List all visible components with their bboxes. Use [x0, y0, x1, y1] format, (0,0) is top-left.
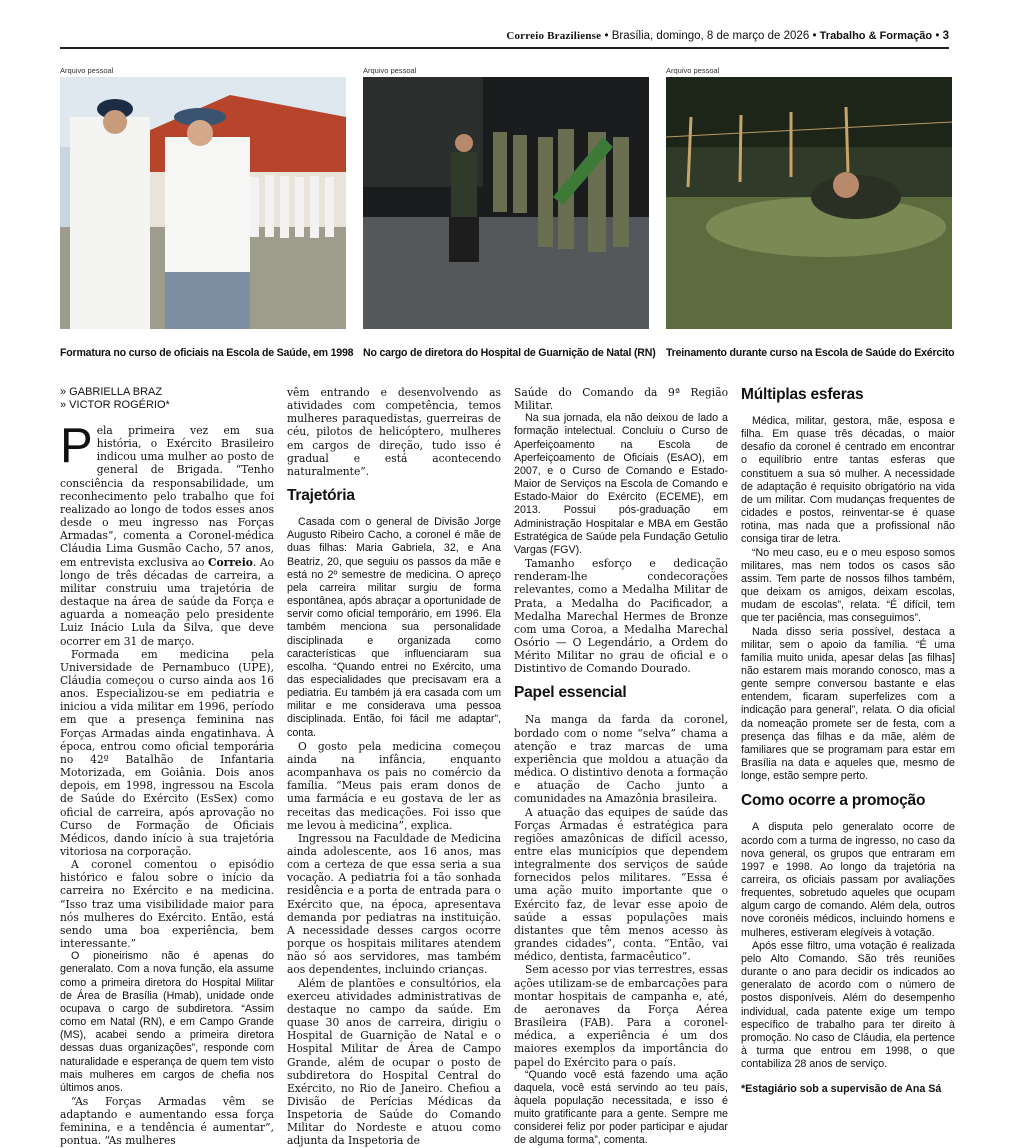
section-name: Trabalho & Formação [819, 30, 933, 42]
training-image [666, 77, 952, 329]
subheading-promocao: Como ocorre a promoção [741, 792, 926, 810]
graduation-image [60, 77, 346, 329]
header-rule [60, 47, 949, 49]
photo-credit: Arquivo pessoal [666, 66, 720, 75]
photo-natal [363, 66, 649, 329]
newspaper-brand: Correio Braziliense [506, 30, 602, 42]
paragraph: Na manga da farda da coronel, bordado com o nome “selva” chama a atenção e traz marcas de uma experiência que moldou a atuação da médica. O distintivo denota a formação e atuação de Cacho junto a comunidades na Amazônia brasileira. [514, 713, 728, 806]
article-column-1 [60, 386, 274, 1148]
paragraph: A coronel comentou o episódio histórico e falou sobre o início da carreira no Exército e na medicina. “Isso traz uma visibilidade maior para nós mulheres do Exército. Então, está sendo uma boa experiência, bem interessante.” [60, 858, 274, 951]
paragraph: “As Forças Armadas vêm se adaptando e aumentando essa força feminina, e a tendência é aumentar”, pontua. “As mulheres [60, 1094, 274, 1148]
paragraph: A disputa pelo generalato ocorre de acordo com a turma de ingresso, no caso da nova general, os grupos que entraram em 1997 e 1998. Ao longo da trajetória na carreira, os oficiais passam por avaliações frequentes, sobretudo aqueles que ocupam algum cargo de comando. Além dela, outros nove coronéis médicos, incluindo homens e mulheres, estiveram elegíveis à votação. [741, 821, 955, 939]
paragraph: A atuação das equipes de saúde das Forças Armadas é estratégica para regiões amazônicas de difícil acesso, entre elas municípios que dependem integralmente dos serviços de saúde fornecidos pelos militares. “Essa é uma ação muito importante que o Exército faz, de levar esse apoio de saúde a essas populações mais distantes que têm menos acesso às grandes cidades”, conta. “Então, vai médico, dentista, farmacêutico”. [514, 805, 728, 964]
paragraph: Além de plantões e consultórios, ela exerceu atividades administrativas de destaque no campo da saúde. Em quase 30 anos de carreira, dirigiu o Hospital de Guarnição de Natal e o Hospital Militar de Área de Campo Grande, além de ocupar o posto de subdiretora do Hospital Central do Exército, no Rio de Janeiro. Chefiou a Divisão de Perícias Médicas da Inspetoria de Saúde do Comando Militar do Nordeste e atuou como adjunta da Inspetoria de [287, 976, 501, 1148]
paragraph: vêm entrando e desenvolvendo as atividades com competência, temos mulheres paraquedistas, guerreiras de céu, pilotos de helicóptero, mulheres em cargos de direção, tudo isso é gradual e está acontecendo naturalmente”. [287, 386, 501, 478]
edition-date: Brasília, domingo, 8 de março de 2026 [611, 30, 810, 42]
page-number: 3 [942, 30, 949, 42]
paragraph: Médica, militar, gestora, mãe, esposa e filha. Em quase três décadas, o maior desafio da coronel é centrado em encontrar o equilíbrio entre tantas esferas que constituem a sua só mulher. A necessidade de adaptação é requisito obrigatório na vida de um militar. Com mudanças frequentes de cidades e postos, reinventar-se é quase rotina, mas nada que a profissional não consiga tirar de letra. [741, 415, 955, 546]
paragraph: Casada com o general de Divisão Jorge Augusto Ribeiro Cacho, a coronel é mãe de duas filhas: Maria Gabriela, 32, e Ana Beatriz, 20, que seguiu os passos da mãe e está no 2º semestre de medicina. O apreço pela carreira militar surgiu de forma espontânea, após abraçar a oportunidade de servir como oficial temporário, em 1996. Ela também menciona sua personalidade disciplinada e organizada como características que influenciaram sua escolha. “Quando entrei no Exército, uma das especialidades que precisavam era a pediatria. Eu também já era casada com um militar e me considerava uma pessoa disciplinada. Então, foi fácil me adaptar”, conta. [287, 516, 501, 739]
paragraph: Saúde do Comando da 9ª Região Militar. [514, 386, 728, 413]
article-column-4 [741, 386, 955, 1097]
paragraph: “No meu caso, eu e o meu esposo somos militares, mas nem todos os casos são assim. Tem parte de nossos filhos também, que deixam os amigos, deixam escolas, mudam de escolas”, relata. “É difícil, tem que ter paciência, mas conseguimos”. [741, 546, 955, 625]
lead-paragraph: Pela primeira vez em sua história, o Exército Brasileiro indicou uma mulher ao posto de general de Brigada. “Tenho consciência da responsabilidade, um reconhecimento pelo trabalho que foi realizado ao longo de todos esses anos desde o meu ingresso nas Forças Armadas”, comenta a Coronel-médica Cláudia Lima Gusmão Cacho, 57 anos, em entrevista exclusiva ao Correio. Ao longo de três décadas de carreira, a militar construiu uma trajetória de destaque na área de saúde da Força e aguarda a nomeação pelo presidente Luiz Inácio Lula da Silva, que deve ocorrer em 31 de março. [60, 419, 274, 648]
photo-graduation [60, 66, 346, 329]
drop-cap: P [60, 419, 93, 473]
article-column-3 [514, 386, 728, 1148]
paragraph: Na sua jornada, ela não deixou de lado a formação intelectual. Concluiu o Curso de Aperfeiçoamento na Escola de Aperfeiçoamento de Oficiais (EsAO), em 2007, e o Curso de Comando e Estado-Maior de Serviços na Escola de Comando e Estado-Maior do Exército (ECEME), em 2013. Possui pós-graduação em Administração Hospitalar e MBA em Gestão Estratégica de Saúde pela Fundação Getulio Vargas (FGV). [514, 412, 728, 556]
paragraph: O gosto pela medicina começou ainda na infância, enquanto acompanhava os pais no comércio da família. “Meus pais eram donos de uma farmácia e eu gostava de ler as receitas das medicações. Foi isso que me levou à medicina”, explica. [287, 739, 501, 832]
photo-credit: Arquivo pessoal [363, 66, 417, 75]
natal-hospital-image [363, 77, 649, 329]
subheading-papel-essencial: Papel essencial [514, 684, 627, 702]
byline-author: » VICTOR ROGÉRIO* [60, 399, 170, 411]
paragraph: Ingressou na Faculdade de Medicina ainda adolescente, aos 16 anos, mas com a certeza de que essa seria a sua vocação. A pediatria foi a tão sonhada residência e a porta de entrada para o Exército que, na época, apresentava demanda por pediatras na instituição. A necessidade desses cargos ocorre porque os hospitais militares atendem não só aos servidores, mas também aos dependentes, incluindo crianças. [287, 831, 501, 977]
photo-training [666, 66, 952, 329]
paragraph: “Quando você está fazendo uma ação daquela, você está servindo ao teu país, àquela população necessitada, e isso é muito gratificante para a gente. Sempre me considerei feliz por poder participar e ajudar de alguma forma”, comenta. [514, 1068, 728, 1147]
paragraph: Nada disso seria possível, destaca a militar, sem o apoio da família. “É uma família muito unida, apesar delas [as filhas] não estarem mais morando conosco, mas a gente sempre conversou bastante e elas entendem, ficaram superfelizes com a indicação para general”, relata. O dia oficial da nomeação promete ser de festa, com a presença das filhas e da mãe, além de familiares que se programam para estar em Brasília na data e aqueles que, mesmo de longe, estão sempre perto. [741, 625, 955, 783]
article-column-2 [287, 386, 501, 1148]
subheading-trajetoria: Trajetória [287, 487, 355, 505]
photo-credit: Arquivo pessoal [60, 66, 114, 75]
subheading-multiplas-esferas: Múltiplas esferas [741, 386, 864, 403]
newspaper-name: Correio [208, 555, 253, 569]
paragraph: O pioneirismo não é apenas do generalato. Com a nova função, ela assume como a primeira diretora do Hospital Militar de Área de Brasília (Hmab), unidade onde ocupava o cargo de subdiretora. “Assim como em Natal (RN), e em Campo Grande (MS), acabei sendo a primeira diretora dessas duas organizações”, responde com naturalidade e esperança de quem tem visto mais mulheres em cargos de chefia nos últimos anos. [60, 950, 274, 1094]
paragraph: Tamanho esforço e dedicação renderam-lhe condecorações relevantes, como a Medalha Militar de Prata, a Medalha do Pacificador, a Medalha Marechal Hermes de Bronze com uma Coroa, a Medalha Marechal Osório — O Legendário, a Ordem do Mérito Militar no grau de oficial e o Distintivo de Comando Dourado. [514, 557, 728, 676]
intern-footnote: *Estagiário sob a supervisão de Ana Sá [741, 1083, 942, 1096]
photo-caption: Treinamento durante curso na Escola de Saúde do Exército [666, 347, 955, 359]
byline-author: » GABRIELLA BRAZ [60, 386, 163, 398]
paragraph: Formada em medicina pela Universidade de Pernambuco (UPE), Cláudia começou o curso ainda aos 16 anos. Especializou-se em pediatria e iniciou a vida militar em 1996, período em que a presença feminina nas Forças Armadas ainda engatinhava. À época, entrou como oficial temporária no 42º Batalhão de Infantaria Motorizada, em Goiânia. Dois anos depois, em 1998, ingressou na Escola de Saúde do Exército (EsSex) como oficial de carreira, após aprovação no Curso de Formação de Oficiais Médicos, dando início à sua trajetória vitoriosa na corporação. [60, 647, 274, 858]
photo-caption: Formatura no curso de oficiais na Escola de Saúde, em 1998 [60, 347, 354, 359]
paragraph: Após esse filtro, uma votação é realizada pelo Alto Comando. São três reuniões durante o ano para decidir os indicados ao generalato de acordo com o número de postos disponíveis. Além do desempenho individual, cada patente exige um tempo específico de trabalho para ter direito à promoção. No caso de Cláudia, ela pertence à turma que entrou em 1998, o que contabiliza 28 anos de serviço. [741, 939, 955, 1071]
page-header: Correio Braziliense • Brasília, domingo, 8 de março de 2026 • Trabalho & Formação • 3 [506, 30, 949, 42]
paragraph: Sem acesso por vias terrestres, essas ações utilizam-se de embarcações para montar hospitais de campanha e, até, de aeronaves da Força Aérea Brasileira (FAB). Para a coronel-médica, a experiência é um dos maiores exemplos da importância do papel do Exército para o país. [514, 963, 728, 1069]
photo-caption: No cargo de diretora do Hospital de Guarnição de Natal (RN) [363, 347, 656, 359]
